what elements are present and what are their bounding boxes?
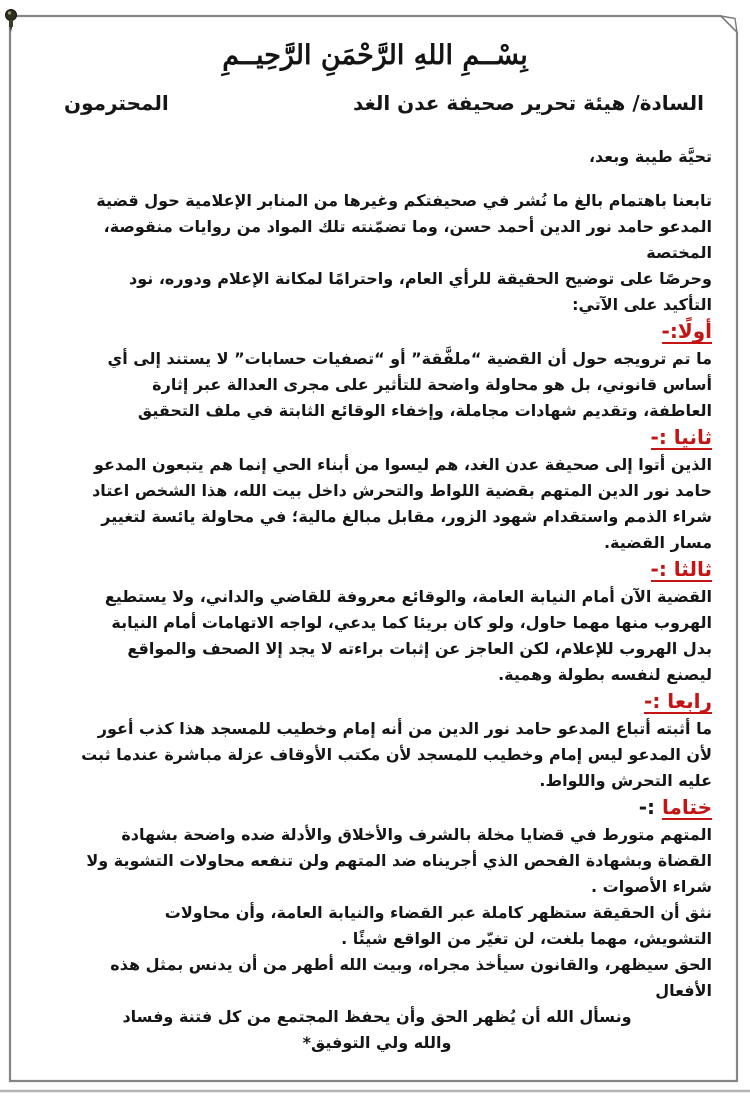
address-row: [12, 91, 738, 115]
text-line: ما تم ترويجه حول أن القضية “ملفَّقة” أو “تصفيات حسابات” لا يستند إلى أي: [107, 349, 712, 368]
text-line: القضاة وبشهادة الفحص الذي أجريناه ضد المتهم ولن تنفعه محاولات التشوية ولا: [86, 851, 712, 870]
text-line: الأفعال: [655, 981, 712, 1000]
section-heading-fourth: [42, 688, 712, 716]
text-line: المدعو حامد نور الدين أحمد حسن، وما تضمّنته تلك المواد من روايات منقوصة،: [103, 217, 712, 236]
section-heading-third-label: ثالثا :-: [650, 557, 712, 581]
tawfiq-line: والله ولي التوفيق*: [302, 1033, 452, 1052]
text-line: وحرصًا على توضيح الحقيقة للرأي العام، واحترامًا لمكانة الإعلام ودوره، نود: [129, 269, 712, 288]
text-line: ما أثبته أتباع المدعو حامد نور الدين من أنه إمام وخطيب للمسجد هذا كذب أعور: [97, 719, 712, 738]
section-heading-second: [42, 424, 712, 452]
section-heading-first-label: أولًا:-: [661, 319, 712, 343]
text-line: الذين أتوا إلى صحيفة عدن الغد، هم ليسوا من أبناء الحي إنما هم يتبعون المدعو: [93, 455, 712, 474]
text-line: مسار القضية.: [603, 533, 712, 552]
closing-paragraph-2: [42, 952, 712, 1004]
text-line: المتهم متورط في قضايا مخلة بالشرف والأخلاق والأدلة ضده واضحة بشهادة: [121, 825, 712, 844]
text-line: لأن المدعو ليس إمام وخطيب للمسجد لأن مكتب الأوقاف عزلة مباشرة عندما ثبت: [81, 745, 712, 764]
section-heading-third: [42, 556, 712, 584]
closing-paragraph-1: [42, 900, 712, 952]
section-heading-fourth-label: رابعا :-: [644, 689, 712, 713]
text-line: ليصنع لنفسه بطولة وهمية.: [498, 665, 712, 684]
text-line: عليه التحرش واللواط.: [539, 771, 712, 790]
addressee-title: السادة/ هيئة تحرير صحيفة عدن الغد: [353, 91, 704, 115]
section-heading-conclusion-suffix: :-: [638, 795, 663, 819]
text-line: الحق سيظهر، والقانون سيأخذ مجراه، وبيت الله أطهر من أن يدنس بمثل هذه: [110, 955, 712, 974]
section-heading-second-label: ثانيا :-: [650, 425, 712, 449]
section-body-third: [42, 584, 712, 688]
section-body-conclusion: [42, 822, 712, 900]
intro-paragraph-1: [42, 188, 712, 266]
honorific-label: المحترمون: [64, 91, 169, 115]
text-line: المختصة: [646, 243, 712, 262]
text-line: شراء الذمم واستقدام شهود الزور، مقابل مبالغ مالية؛ في محاولة يائسة لتغيير: [101, 507, 712, 526]
text-line: أساس قانوني، بل هو محاولة واضحة للتأثير على مجرى العدالة عبر إثارة: [152, 375, 712, 394]
letter-content: [12, 16, 738, 1081]
section-heading-first: [42, 318, 712, 346]
text-line: شراء الأصوات .: [590, 877, 712, 896]
section-heading-conclusion-label: ختاما: [662, 795, 712, 819]
text-line: تابعنا باهتمام بالغ ما نُشر في صحيفتكم وغيرها من المنابر الإعلامية حول قضية: [96, 191, 712, 210]
section-body-first: [42, 346, 712, 424]
text-line: نثق أن الحقيقة ستظهر كاملة عبر القضاء والنيابة العامة، وأن محاولات: [164, 903, 712, 922]
section-heading-conclusion: [42, 794, 712, 822]
basmala-calligraphy: بِسْــمِ اللهِ الرَّحْمَنِ الرَّحِيــمِ: [222, 40, 528, 71]
text-line: الهروب منها مهما حاول، ولو كان بريئا كما يدعي، لواجه الاتهامات أمام النيابة: [111, 613, 712, 632]
section-body-fourth: [42, 716, 712, 794]
greeting-line: تحيَّة طيبة وبعد،: [588, 147, 712, 166]
letter-body: [12, 188, 738, 1056]
text-line: القضية الآن أمام النيابة العامة، والوقائع معروفة للقاضي والداني، ولا يستطيع: [104, 587, 712, 606]
text-line: التشويش، مهما بلغت، لن تغيّر من الواقع شيئًا .: [341, 929, 712, 948]
intro-paragraph-2: [42, 266, 712, 318]
text-line: حامد نور الدين المتهم بقضية اللواط والتحرش داخل بيت الله، هذا الشخص اعتاد: [92, 481, 712, 500]
dua-line: ونسأل الله أن يُظهر الحق وأن يحفظ المجتمع من كل فتنة وفساد: [122, 1007, 632, 1026]
text-line: التأكيد على الآتي:: [572, 295, 712, 314]
text-line: بدل الهروب للإعلام، لكن العاجز عن إثبات براءته لا يجد إلا الصحف والمواقع: [127, 639, 712, 658]
section-body-second: [42, 452, 712, 556]
text-line: العاطفة، وتقديم شهادات مجاملة، وإخفاء الوقائع الثابتة في ملف التحقيق: [137, 401, 712, 420]
